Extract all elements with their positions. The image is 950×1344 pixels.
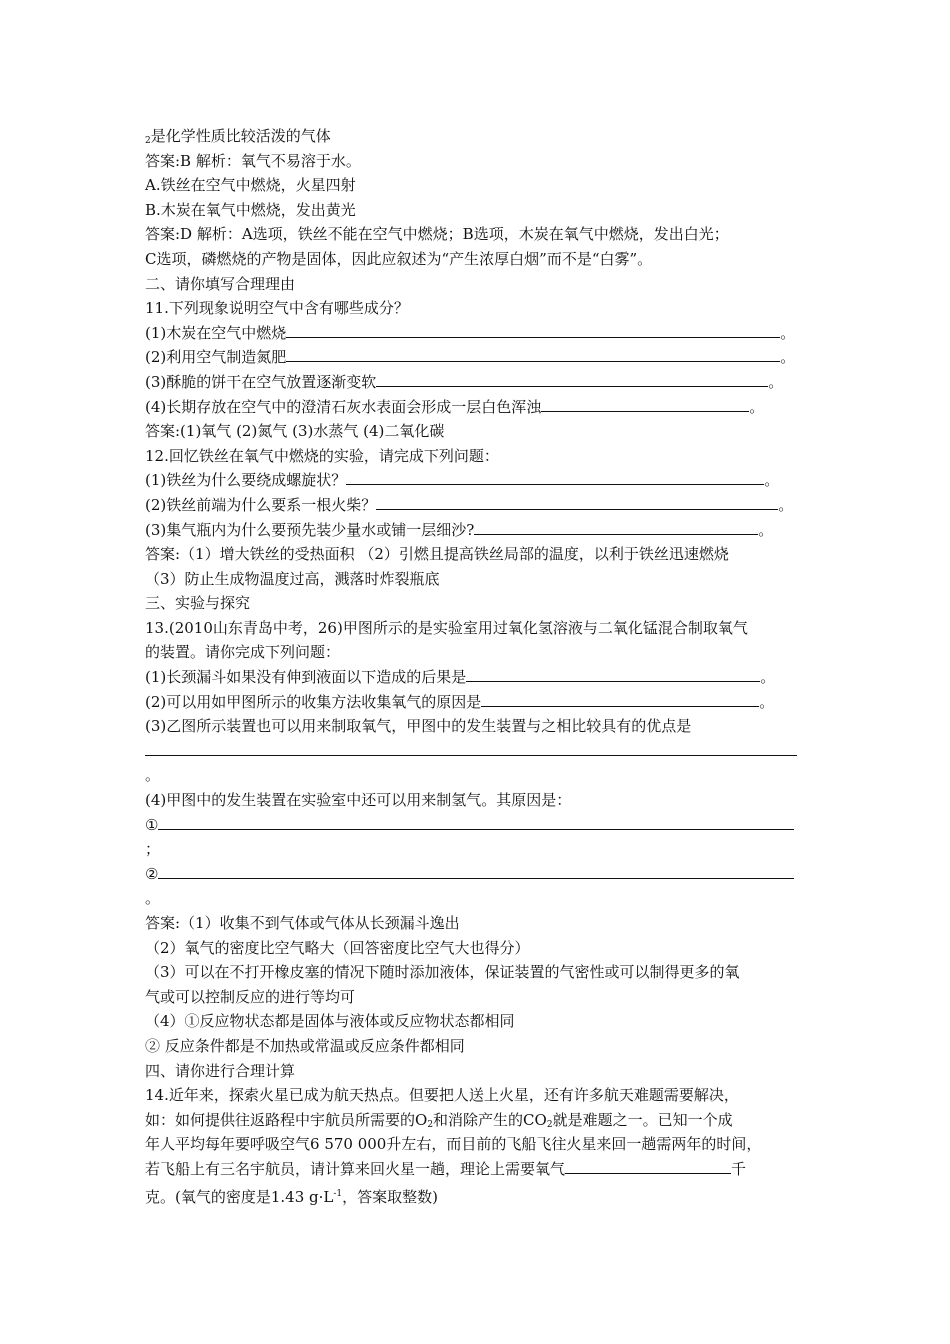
text: 。 <box>780 348 796 367</box>
question-item <box>145 370 810 395</box>
answer-blank[interactable] <box>158 815 794 830</box>
text: (2)可以用如甲图所示的收集方法收集氧气的原因是 <box>145 692 482 711</box>
question-item <box>145 395 810 420</box>
question-14-cont <box>145 1182 810 1207</box>
text: (3)集气瓶内为什么要预先装少量水或铺一层细沙? <box>145 520 475 539</box>
question-item: (3)乙图所示装置也可以用来制取氧气，甲图中的发生装置与之相比较具有的优点是 <box>145 717 692 736</box>
text: 。 <box>758 520 774 539</box>
question-item <box>145 690 810 715</box>
answer-line: 答案:D 解析：A选项，铁丝不能在空气中燃烧；B选项，木炭在氧气中燃烧，发出白光； <box>145 225 729 244</box>
answer-blank[interactable] <box>158 864 794 879</box>
answer-blank[interactable] <box>565 1159 731 1174</box>
question-13: 13.(2010山东青岛中考，26)甲图所示的是实验室用过氧化氢溶液与二氧化锰混合制取氧气 <box>145 618 748 637</box>
answer-line: C选项，磷燃烧的产物是固体，因此应叙述为“产生浓厚白烟”而不是“白雾”。 <box>145 249 653 268</box>
question-item <box>145 468 810 493</box>
answer-blank[interactable] <box>286 347 780 362</box>
answer-blank[interactable] <box>481 692 759 707</box>
answer-blank[interactable] <box>466 667 760 682</box>
text: (4)长期存放在空气中的澄清石灰水表面会形成一层白色浑浊 <box>145 397 542 416</box>
answer-line: 答案:(1)氧气 (2)氮气 (3)水蒸气 (4)二氧化碳 <box>145 422 445 441</box>
question-item <box>145 862 810 887</box>
text: 就是难题之一。已知一个成 <box>552 1110 733 1129</box>
text: (1)长颈漏斗如果没有伸到液面以下造成的后果是 <box>145 668 467 687</box>
question-item <box>145 813 810 838</box>
text: ① <box>145 815 159 834</box>
answer-line: （3）可以在不打开橡皮塞的情况下随时添加液体，保证装置的气密性或可以制得更多的氧 <box>145 963 740 982</box>
answer-line: （4）①反应物状态都是固体与液体或反应物状态都相同 <box>145 1012 515 1031</box>
text: 。 <box>780 323 796 342</box>
text: 。 <box>759 692 775 711</box>
answer-blank[interactable] <box>541 397 749 412</box>
text: 和消除产生的CO <box>433 1110 547 1129</box>
question-item <box>145 321 810 346</box>
question-item: (4)甲图中的发生装置在实验室中还可以用来制氢气。其原因是： <box>145 791 572 810</box>
answer-blank[interactable] <box>145 741 797 756</box>
text: (1)铁丝为什么要绕成螺旋状？ <box>145 471 347 490</box>
option-line: B.木炭在氧气中燃烧，发出黄光 <box>145 200 356 219</box>
text: 。 <box>749 397 765 416</box>
answer-line: 答案:B 解析：氧气不易溶于水。 <box>145 151 361 170</box>
answer-line: 答案:（1）收集不到气体或气体从长颈漏斗逸出 <box>145 914 460 932</box>
text: (3)酥脆的饼干在空气放置逐渐变软 <box>145 372 377 391</box>
question-item <box>145 665 810 690</box>
text: (2)利用空气制造氮肥 <box>145 348 287 367</box>
question-item <box>145 493 810 518</box>
question-14: 14.近年来，探索火星已成为航天热点。但要把人送上火星，还有许多航天难题需要解决， <box>145 1086 739 1105</box>
question-13-cont: 的装置。请你完成下列问题： <box>145 643 341 662</box>
text: (1)木炭在空气中燃烧 <box>145 323 287 342</box>
section-heading: 二、请你填写合理理由 <box>145 274 296 293</box>
text-line <box>145 124 810 149</box>
question-14-cont <box>145 1108 810 1133</box>
answer-blank-line <box>145 739 810 764</box>
subscript: 2 <box>145 136 151 146</box>
superscript: -1 <box>333 1188 343 1199</box>
text: 克。(氧气的密度是1.43 g·L <box>145 1187 334 1206</box>
answer-line: 气或可以控制反应的进行等均可 <box>145 987 356 1006</box>
text-line: 。 <box>145 766 161 785</box>
question-12: 12.回忆铁丝在氧气中燃烧的实验，请完成下列问题： <box>145 446 499 465</box>
text-line: ； <box>145 840 161 859</box>
answer-line: ② 反应条件都是不加热或常温或反应条件都相同 <box>145 1036 465 1055</box>
text: (2)铁丝前端为什么要系一根火柴？ <box>145 495 377 514</box>
text: 千 <box>731 1159 747 1178</box>
text: 是化学性质比较活泼的气体 <box>150 127 331 145</box>
answer-line: （3）防止生成物温度过高，溅落时炸裂瓶底 <box>145 569 440 588</box>
question-item <box>145 518 810 543</box>
subscript: 2 <box>427 1119 434 1130</box>
text: ② <box>145 864 159 883</box>
question-14-cont: 年人平均每年要呼吸空气6 570 000升左右，而目前的飞船飞往火星来回一趟需两年的时间， <box>145 1135 762 1154</box>
subscript: 2 <box>546 1119 553 1130</box>
answer-blank[interactable] <box>286 323 780 338</box>
section-heading: 四、请你进行合理计算 <box>145 1061 296 1080</box>
text: 。 <box>764 471 780 490</box>
text: 。 <box>778 495 794 514</box>
text: 如：如何提供往返路程中宇航员所需要的O <box>145 1110 428 1129</box>
answer-blank[interactable] <box>376 495 778 510</box>
section-heading: 三、实验与探究 <box>145 594 251 613</box>
answer-blank[interactable] <box>346 470 764 485</box>
text: 若飞船上有三名宇航员，请计算来回火星一趟，理论上需要氧气 <box>145 1159 566 1178</box>
text: 。 <box>760 668 776 687</box>
answer-line: （2）氧气的密度比空气略大（回答密度比空气大也得分） <box>145 938 530 957</box>
question-14-cont <box>145 1157 810 1182</box>
option-line: A.铁丝在空气中燃烧，火星四射 <box>145 176 356 195</box>
question-11: 11.下列现象说明空气中含有哪些成分？ <box>145 299 409 318</box>
document-page <box>145 124 810 1206</box>
answer-blank[interactable] <box>474 520 758 535</box>
question-item <box>145 345 810 370</box>
answer-line: 答案:（1）增大铁丝的受热面积 （2）引燃且提高铁丝局部的温度，以利于铁丝迅速燃烧 <box>145 545 729 564</box>
answer-blank[interactable] <box>376 372 768 387</box>
text-line: 。 <box>145 889 161 908</box>
text: 。 <box>768 372 784 391</box>
text: ，答案取整数) <box>342 1187 438 1206</box>
